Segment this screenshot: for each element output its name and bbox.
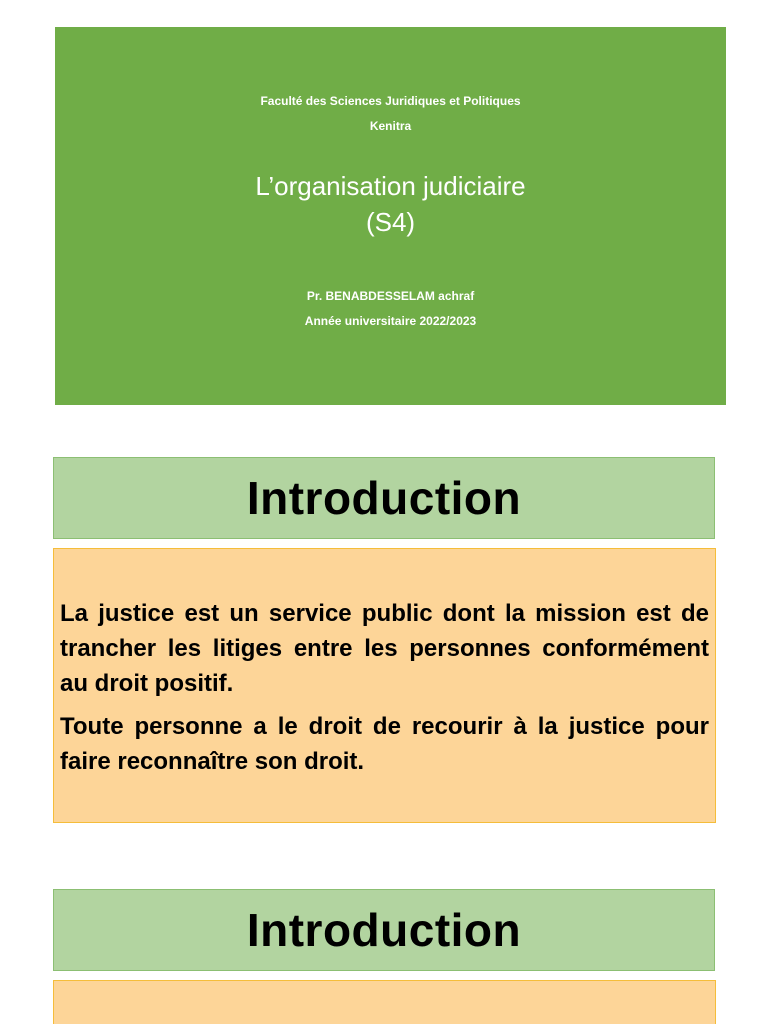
slide-heading: Introduction <box>246 904 522 956</box>
slide-heading-box <box>53 457 715 539</box>
course-title <box>55 168 726 240</box>
author-block <box>55 284 726 334</box>
cover-slide <box>55 27 726 405</box>
slide-heading: Introduction <box>246 472 522 524</box>
faculty-block <box>55 89 726 139</box>
academic-year: Année universitaire 2022/2023 <box>304 314 477 328</box>
slide-paragraph: La justice est un service public dont la mission est de trancher les litiges entre les personnes conformément au droit positif. <box>60 600 709 697</box>
slide-paragraph: Toute personne a le droit de recourir à la justice pour faire reconnaître son droit. <box>60 713 709 775</box>
slide-body-box <box>53 548 716 823</box>
faculty-city: Kenitra <box>369 119 412 133</box>
faculty-name: Faculté des Sciences Juridiques et Politiques <box>260 94 521 108</box>
slide-body-box <box>53 980 716 1024</box>
professor-name: Pr. BENABDESSELAM achraf <box>306 289 475 303</box>
slide-heading-box <box>53 889 715 971</box>
course-title-semester: (S4) <box>365 207 416 237</box>
course-title-main: L’organisation judiciaire <box>255 171 526 201</box>
